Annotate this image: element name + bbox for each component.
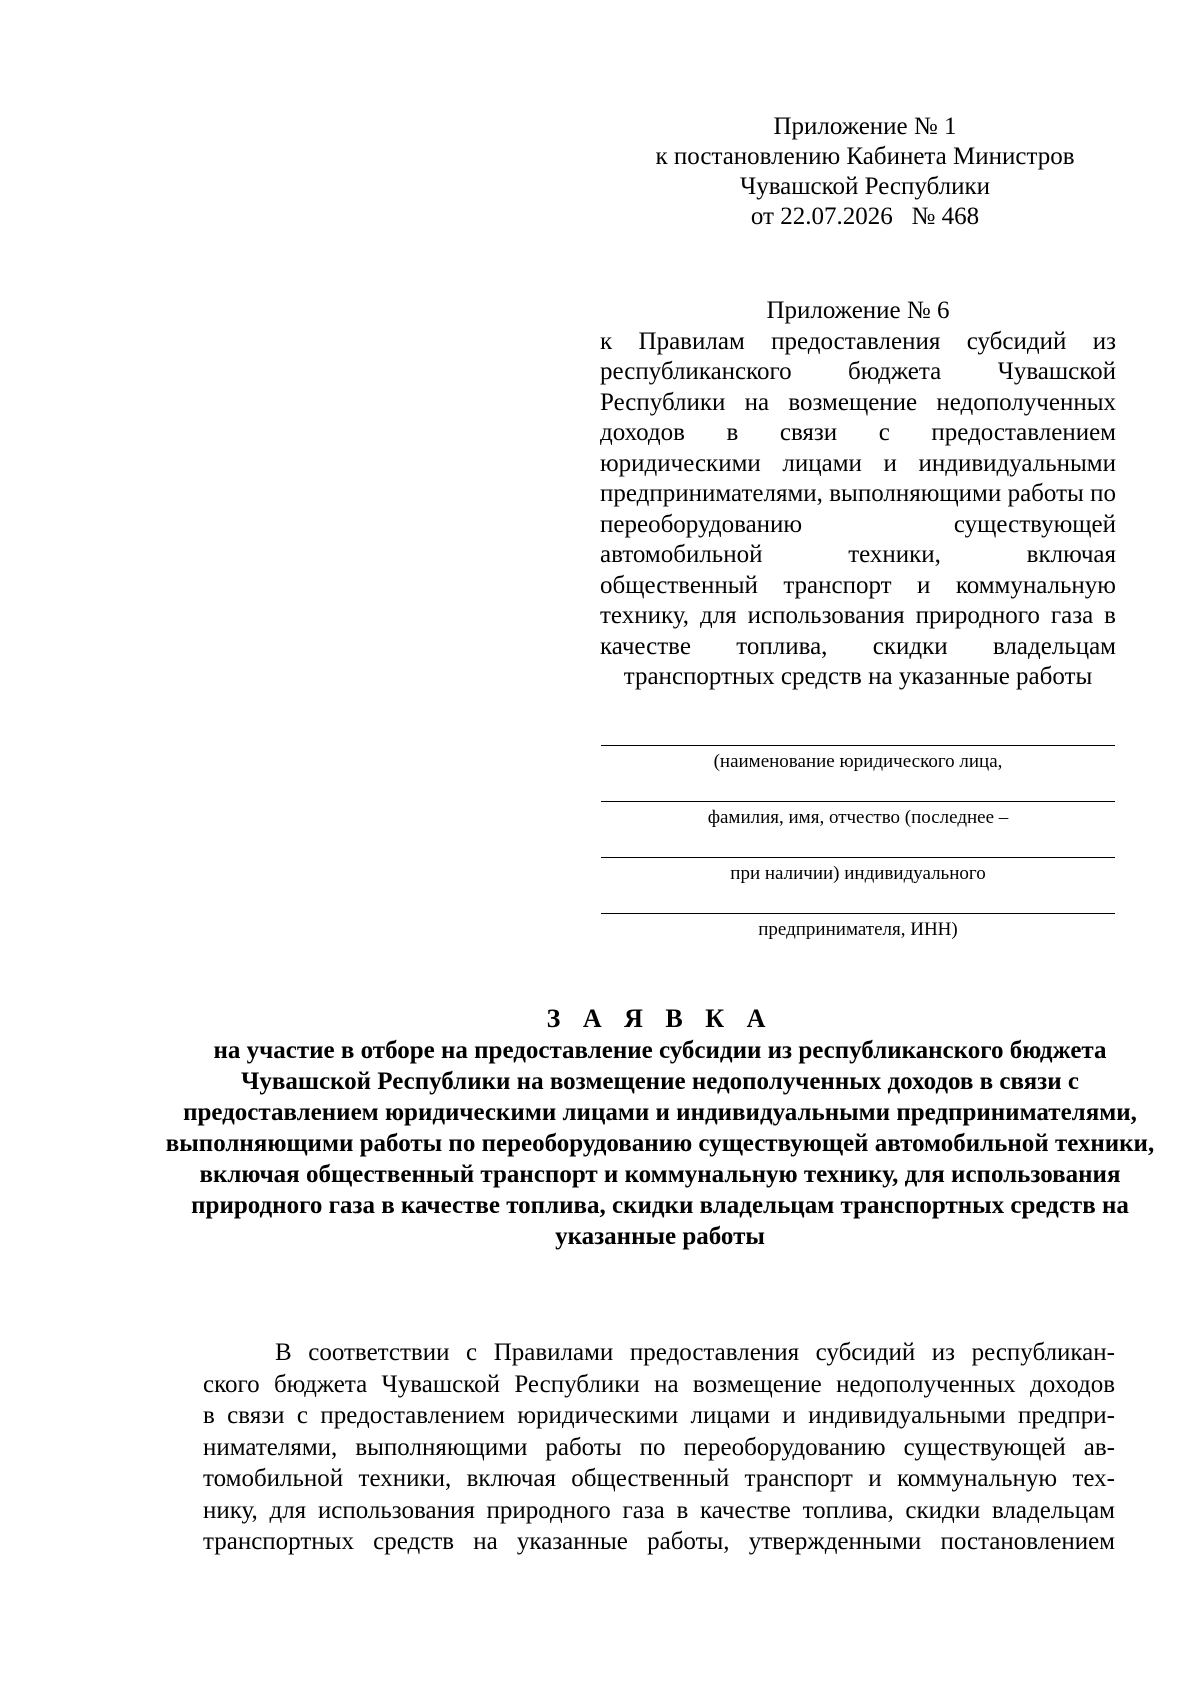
appendix-6-block	[600, 296, 1116, 693]
blank-line	[601, 801, 1115, 802]
blank-line	[601, 745, 1115, 746]
applicant-field[interactable]	[601, 913, 1115, 969]
field-caption: фамилия, имя, отчество (последнее –	[707, 807, 1009, 828]
field-caption: (наименование юридического лица,	[713, 751, 1003, 772]
main-paragraph	[203, 1337, 1115, 1558]
blank-line	[601, 913, 1115, 914]
paragraph-line: ского бюджета Чувашской Республики на возмещение недополученных доходов	[203, 1370, 1115, 1398]
heading-description: на участие в отборе на предоставление субсидии из республиканского бюджета Чувашской Республики на возмещение недополученных доходов в связи с предоставлением юридическими лицами и индивидуальными предпринимателями, выполняющими работы по переоборудованию существующей автомобильной техники, включая общественный транспорт и коммунальную технику, для использования природного газа в качестве топлива, скидки владельцам транспортных средств на указанные работы	[165, 1037, 1155, 1250]
paragraph-line: нику, для использования природного газа в качестве топлива, скидки владельцам	[203, 1496, 1115, 1524]
paragraph-line: в связи с предоставлением юридическими лицами и индивидуальными предпри-	[203, 1402, 1115, 1429]
paragraph-line: томобильной техники, включая общественный транспорт и коммунальную тех-	[203, 1465, 1115, 1492]
paragraph-line: транспортных средств на указанные работы, утвержденными постановлением	[203, 1528, 1115, 1555]
field-caption: предпринимателя, ИНН)	[758, 919, 958, 940]
field-caption: при наличии) индивидуального	[730, 863, 986, 884]
appendix-6-body: к Правилам предоставления субсидий из республиканского бюджета Чувашской Республики на возмещение недополученных доходов в связи с предоставлением юридическими лицами и индивидуальными предпринимателями, выполняющими работы по переоборудованию существующей автомобильной техники, включая общественный транспорт и коммунальную технику, для использования природного газа в качестве топлива, скидки владельцам транспортных средств на указанные работы	[600, 327, 1116, 690]
document-heading	[150, 1003, 1170, 1252]
paragraph-line: В соответствии с Правилами предоставления субсидий из республикан-	[275, 1339, 1115, 1366]
appendix-1-line: к постановлению Кабинета Министров	[655, 143, 1075, 170]
appendix-1-block	[600, 112, 1130, 232]
appendix-1-line: Приложение № 1	[773, 113, 957, 140]
appendix-1-line: Чувашской Республики	[739, 173, 991, 200]
paragraph-line: нимателями, выполняющими работы по переоборудованию существующей ав-	[203, 1433, 1115, 1461]
applicant-field[interactable]	[601, 745, 1115, 801]
blank-line	[601, 857, 1115, 858]
applicant-field[interactable]	[601, 857, 1115, 913]
applicant-field[interactable]	[601, 801, 1115, 857]
appendix-1-line: от 22.07.2026 № 468	[750, 203, 980, 230]
applicant-fields	[601, 745, 1115, 969]
heading-word: З А Я В К А	[546, 1004, 774, 1033]
appendix-6-title: Приложение № 6	[766, 297, 950, 324]
